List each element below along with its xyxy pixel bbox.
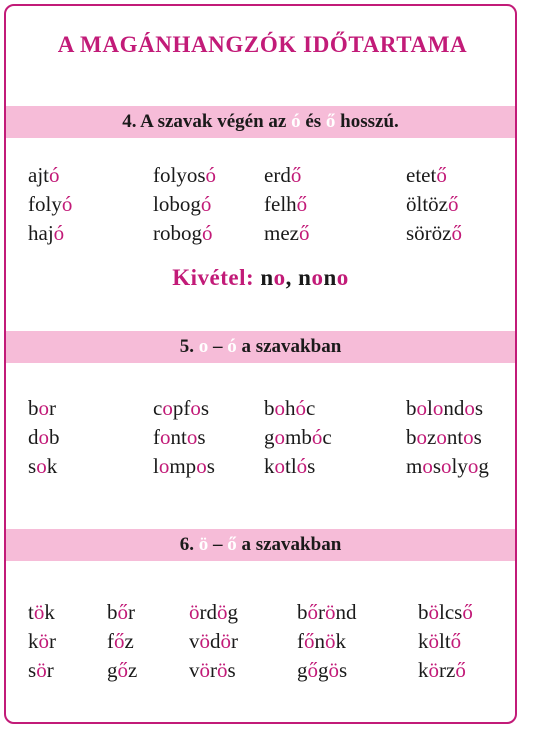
- exception-text-highlight: o: [311, 265, 324, 290]
- section-heading-oe-ooe: [6, 529, 515, 561]
- word-part: s: [474, 396, 484, 420]
- word-part: mp: [169, 454, 197, 478]
- word-part: foly: [28, 192, 62, 216]
- word-part: g: [227, 600, 238, 624]
- word-part: robog: [153, 221, 202, 245]
- vocab-word: [297, 631, 346, 652]
- word-part-highlight: ő: [304, 629, 315, 653]
- word-part: d: [210, 629, 221, 653]
- vocab-word: [153, 456, 215, 477]
- word-part: s: [227, 658, 236, 682]
- word-part: pf: [172, 396, 191, 420]
- vocab-word: [418, 602, 473, 623]
- vocab-word: [189, 631, 238, 652]
- exception-text: n: [323, 265, 337, 290]
- word-part: folyos: [153, 163, 206, 187]
- heading-text: a szavakban: [236, 336, 342, 357]
- word-part-highlight: ö: [325, 629, 336, 653]
- word-part-highlight: o: [436, 425, 447, 449]
- word-part: g: [297, 658, 308, 682]
- vocab-word: [28, 602, 55, 623]
- word-part-highlight: o: [162, 396, 173, 420]
- vocab-word: [406, 223, 462, 244]
- word-part-highlight: ö: [36, 658, 47, 682]
- word-part-highlight: o: [158, 454, 170, 478]
- heading-text-highlight: ó: [227, 336, 237, 357]
- word-part: nt: [446, 425, 464, 449]
- vocab-word: [406, 165, 447, 186]
- word-part: k: [418, 658, 429, 682]
- word-part: b: [406, 396, 417, 420]
- word-part: m: [406, 454, 423, 478]
- word-part: c: [306, 396, 316, 420]
- word-part: lobog: [153, 192, 201, 216]
- word-part: g: [107, 658, 118, 682]
- word-part: nd: [335, 600, 357, 624]
- word-part-highlight: ő: [298, 221, 310, 245]
- word-part-highlight: ö: [428, 600, 439, 624]
- word-part: s: [339, 658, 348, 682]
- word-part: s: [28, 658, 37, 682]
- word-part-highlight: o: [274, 425, 285, 449]
- vocab-word: [418, 631, 461, 652]
- heading-text: és: [300, 111, 326, 132]
- vocab-word: [264, 456, 315, 477]
- word-part: haj: [28, 221, 54, 245]
- word-part: lt: [439, 629, 451, 653]
- vocab-word: [297, 602, 357, 623]
- word-part: f: [153, 425, 160, 449]
- heading-text: hosszú.: [335, 111, 399, 132]
- word-part-highlight: ö: [189, 600, 200, 624]
- word-part-highlight: o: [464, 396, 475, 420]
- word-part-highlight: ö: [328, 658, 339, 682]
- word-part: b: [264, 396, 275, 420]
- word-part-highlight: ö: [428, 658, 439, 682]
- word-part: l: [427, 396, 433, 420]
- word-part: g: [264, 425, 275, 449]
- vocab-word: [107, 660, 137, 681]
- word-part-highlight: ö: [220, 629, 231, 653]
- vocab-word: [264, 165, 301, 186]
- word-part-highlight: o: [196, 454, 207, 478]
- word-part: f: [297, 629, 304, 653]
- word-part-highlight: ö: [217, 600, 228, 624]
- word-part-highlight: ő: [462, 600, 473, 624]
- word-part-highlight: ö: [428, 629, 439, 653]
- word-part-highlight: o: [190, 396, 201, 420]
- word-part: k: [44, 600, 55, 624]
- word-part-highlight: o: [432, 396, 444, 420]
- word-part: t: [28, 600, 34, 624]
- exception-text: , n: [285, 265, 312, 290]
- word-part: c: [153, 396, 163, 420]
- word-part: b: [406, 425, 417, 449]
- vocab-word: [28, 398, 56, 419]
- word-part: r: [231, 629, 238, 653]
- vocab-word: [28, 427, 60, 448]
- vocab-word: [28, 631, 56, 652]
- word-part: l: [153, 454, 159, 478]
- word-part-highlight: ő: [436, 163, 447, 187]
- vocab-word: [418, 660, 466, 681]
- word-part-highlight: o: [463, 425, 474, 449]
- vocab-word: [153, 398, 209, 419]
- exception-line: [6, 265, 515, 291]
- vocab-word: [406, 456, 489, 477]
- word-part: mb: [285, 425, 312, 449]
- title-text-highlight: A MAGÁNHANGZÓK IDŐTARTAMA: [57, 32, 468, 57]
- word-part: d: [28, 425, 39, 449]
- word-part-highlight: o: [160, 425, 171, 449]
- word-part-highlight: ő: [117, 658, 128, 682]
- word-part: v: [189, 629, 200, 653]
- word-part: b: [297, 600, 308, 624]
- word-part-highlight: ö: [199, 658, 210, 682]
- word-part-highlight: ö: [33, 600, 45, 624]
- card-title: [6, 32, 519, 58]
- vocab-word: [107, 602, 135, 623]
- word-part-highlight: o: [416, 396, 427, 420]
- word-part: etet: [406, 163, 437, 187]
- heading-text-highlight: o: [198, 336, 209, 357]
- word-part-highlight: ó: [311, 425, 323, 449]
- exception-text-highlight: o: [336, 265, 349, 290]
- word-part-highlight: ó: [53, 221, 65, 245]
- heading-text: a szavakban: [236, 534, 342, 555]
- word-part: z: [128, 658, 138, 682]
- section-heading-word-endings: [6, 106, 515, 138]
- word-part-highlight: ó: [202, 221, 213, 245]
- rule-card: [4, 4, 517, 724]
- word-part: z: [427, 425, 437, 449]
- word-part-highlight: ő: [455, 658, 466, 682]
- word-part: lcs: [439, 600, 463, 624]
- word-part-highlight: ö: [325, 600, 336, 624]
- word-part: r: [128, 600, 135, 624]
- section-heading-o-oo: [6, 331, 515, 363]
- word-part-highlight: ő: [307, 600, 318, 624]
- word-part-highlight: o: [274, 396, 285, 420]
- heading-text: 4. A szavak végén az: [122, 111, 292, 132]
- word-part: tl: [285, 454, 297, 478]
- word-part: k: [418, 629, 429, 653]
- heading-text-highlight: ö: [198, 534, 209, 555]
- word-part: k: [264, 454, 275, 478]
- word-part: söröz: [406, 221, 452, 245]
- vocab-word: [264, 223, 309, 244]
- word-part-highlight: ö: [199, 629, 210, 653]
- word-part: z: [124, 629, 134, 653]
- vocab-word: [28, 165, 60, 186]
- word-part: s: [432, 454, 442, 478]
- heading-text-highlight: ő: [227, 534, 237, 555]
- word-part: b: [418, 600, 429, 624]
- exception-text-highlight: Kivétel:: [172, 265, 261, 290]
- word-part: öltöz: [406, 192, 448, 216]
- word-part: s: [473, 425, 482, 449]
- word-part-highlight: ő: [296, 192, 308, 216]
- word-part: r: [210, 658, 217, 682]
- vocab-word: [28, 660, 54, 681]
- word-part-highlight: ő: [448, 192, 459, 216]
- word-part-highlight: o: [274, 454, 285, 478]
- word-part-highlight: o: [422, 454, 433, 478]
- word-part-highlight: ő: [117, 600, 128, 624]
- vocab-word: [28, 223, 64, 244]
- word-part: b: [28, 396, 39, 420]
- word-part: erd: [264, 163, 291, 187]
- word-part: s: [206, 454, 215, 478]
- vocab-word: [264, 398, 315, 419]
- word-part: s: [307, 454, 316, 478]
- word-part: g: [478, 454, 489, 478]
- word-part: ajt: [28, 163, 49, 187]
- word-part-highlight: ó: [205, 163, 216, 187]
- word-part: rz: [439, 658, 456, 682]
- vocab-word: [189, 660, 236, 681]
- vocab-word: [264, 194, 307, 215]
- exception-text-highlight: o: [273, 265, 286, 290]
- vocab-word: [264, 427, 332, 448]
- word-part-highlight: ő: [114, 629, 125, 653]
- word-part-highlight: ö: [38, 629, 49, 653]
- heading-text-highlight: ő: [325, 111, 336, 132]
- vocab-word: [107, 631, 134, 652]
- heading-text: 5.: [179, 336, 199, 357]
- word-part-highlight: o: [38, 425, 49, 449]
- heading-text-highlight: ó: [291, 111, 301, 132]
- word-part: r: [49, 629, 56, 653]
- word-part-highlight: o: [36, 454, 47, 478]
- word-part-highlight: ó: [295, 396, 306, 420]
- word-part: k: [46, 454, 58, 478]
- vocab-word: [153, 194, 211, 215]
- word-part: n: [314, 629, 325, 653]
- heading-text: –: [208, 336, 228, 357]
- word-part: r: [49, 396, 56, 420]
- word-part-highlight: ő: [307, 658, 318, 682]
- word-part: g: [318, 658, 329, 682]
- word-part-highlight: ő: [290, 163, 302, 187]
- vocab-word: [297, 660, 347, 681]
- vocab-word: [153, 165, 216, 186]
- word-part: c: [322, 425, 332, 449]
- vocab-word: [28, 194, 72, 215]
- word-part: mez: [264, 221, 299, 245]
- vocab-word: [406, 427, 482, 448]
- word-part: r: [46, 658, 54, 682]
- word-part-highlight: ő: [450, 629, 462, 653]
- word-part: r: [318, 600, 325, 624]
- vocab-word: [153, 427, 206, 448]
- word-part: nd: [443, 396, 465, 420]
- vocab-word: [406, 398, 483, 419]
- word-part: nt: [170, 425, 187, 449]
- word-part: ly: [451, 454, 468, 478]
- word-part: felh: [264, 192, 297, 216]
- word-part: rd: [199, 600, 217, 624]
- word-part-highlight: ő: [451, 221, 462, 245]
- word-part: h: [285, 396, 296, 420]
- vocab-word: [153, 223, 213, 244]
- heading-text: 6.: [179, 534, 199, 555]
- word-part-highlight: o: [416, 425, 427, 449]
- word-part: s: [200, 396, 210, 420]
- word-part: k: [335, 629, 346, 653]
- word-part: b: [107, 600, 118, 624]
- word-part-highlight: ó: [200, 192, 212, 216]
- word-part-highlight: ó: [49, 163, 60, 187]
- word-part-highlight: ó: [61, 192, 73, 216]
- word-part: f: [107, 629, 114, 653]
- vocab-word: [28, 456, 57, 477]
- vocab-word: [406, 194, 459, 215]
- word-part: k: [28, 629, 39, 653]
- word-part-highlight: o: [38, 396, 49, 420]
- word-part: s: [28, 454, 37, 478]
- word-part: v: [189, 658, 200, 682]
- exception-text: n: [260, 265, 274, 290]
- word-part: s: [197, 425, 206, 449]
- word-part: b: [49, 425, 60, 449]
- word-part-highlight: o: [441, 454, 452, 478]
- word-part-highlight: ö: [217, 658, 228, 682]
- vocab-word: [189, 602, 238, 623]
- word-part-highlight: o: [467, 454, 479, 478]
- heading-text: –: [208, 534, 228, 555]
- word-part-highlight: ó: [296, 454, 308, 478]
- word-part-highlight: o: [186, 425, 198, 449]
